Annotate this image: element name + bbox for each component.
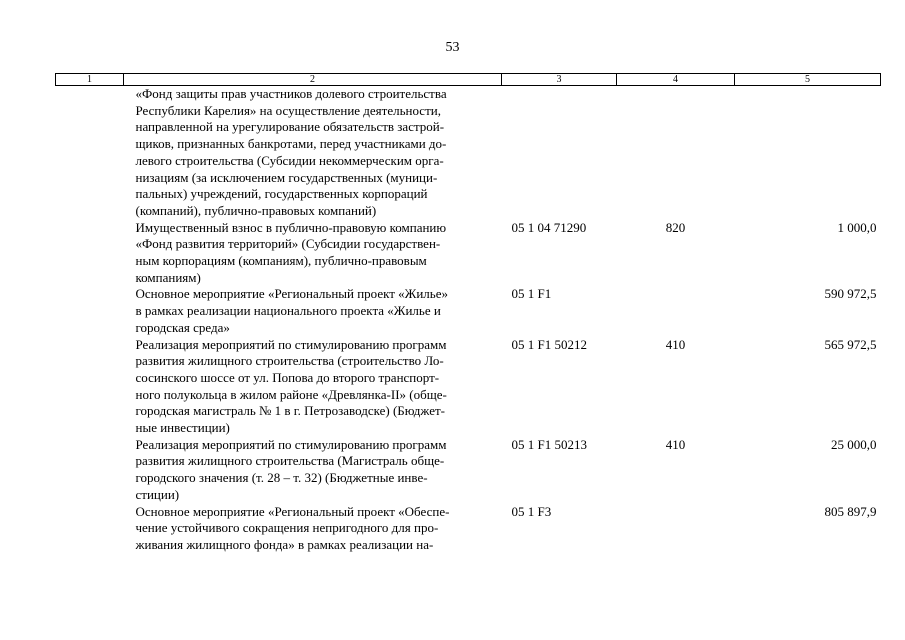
description-line: городского значения (т. 28 – т. 32) (Бюджетные инве-: [135, 470, 428, 486]
row-expense-type: [617, 86, 735, 220]
description-line: ного полукольца в жилом районе «Древлянка-II» (обще-: [135, 386, 447, 402]
row-number-cell: [56, 337, 124, 437]
column-header-2: 2: [124, 74, 502, 86]
row-target-code: 05 1 F1 50212: [511, 336, 587, 352]
column-header-5: 5: [735, 74, 881, 86]
row-amount: 590 972,5: [824, 286, 877, 302]
description-line: в рамках реализации национального проекта «Жилье и: [135, 303, 441, 319]
description-line: компаниям): [135, 269, 201, 285]
row-amount: 805 897,9: [824, 503, 877, 519]
description-line: развития жилищного строительства (строительство Ло-: [135, 353, 444, 369]
row-target-code: 05 1 F3: [511, 503, 552, 519]
description-line: пальных) учреждений, государственных корпораций: [135, 186, 428, 202]
row-description: [124, 437, 502, 504]
description-line: Реализация мероприятий по стимулированию программ: [135, 336, 447, 352]
column-header-4: 4: [617, 74, 735, 86]
row-target-code: [502, 86, 617, 220]
row-expense-type: [617, 504, 735, 554]
description-line: ным корпорациям (компаниям), публично-правовым: [135, 253, 427, 269]
column-header-row: [56, 74, 881, 86]
row-number-cell: [56, 504, 124, 554]
table-row: [56, 286, 881, 336]
budget-table: [55, 73, 881, 554]
row-description: [124, 337, 502, 437]
row-description: [124, 504, 502, 554]
row-description: [124, 220, 502, 287]
row-expense-type: [617, 286, 735, 336]
row-target-code: 05 1 F1: [511, 286, 552, 302]
row-description: [124, 86, 502, 220]
description-line: Республики Карелия» на осуществление деятельности,: [135, 102, 441, 118]
description-line: щиков, признанных банкротами, перед участниками до-: [135, 136, 447, 152]
column-header-1: 1: [56, 74, 124, 86]
row-amount: 565 972,5: [824, 336, 877, 352]
description-line: Имущественный взнос в публично-правовую компанию: [135, 219, 447, 235]
description-line: Основное мероприятие «Региональный проект «Жилье»: [135, 286, 448, 302]
row-description: [124, 286, 502, 336]
description-line: низациям (за исключением государственных (муници-: [135, 169, 438, 185]
table-row: [56, 86, 881, 220]
row-number-cell: [56, 286, 124, 336]
table-row: [56, 437, 881, 504]
row-number-cell: [56, 220, 124, 287]
column-header-3: 3: [502, 74, 617, 86]
table-row: [56, 220, 881, 287]
description-line: левого строительства (Субсидии некоммерческим орга-: [135, 152, 444, 168]
row-amount: 1 000,0: [837, 219, 877, 235]
description-line: (компаний), публично-правовых компаний): [135, 202, 377, 218]
description-line: стиции): [135, 486, 180, 502]
description-line: Основное мероприятие «Региональный проект «Обеспе-: [135, 503, 450, 519]
row-number-cell: [56, 86, 124, 220]
row-amount: [735, 86, 881, 220]
table-row: [56, 504, 881, 554]
description-line: городская среда»: [135, 319, 230, 335]
row-number-cell: [56, 437, 124, 504]
table-row: [56, 337, 881, 437]
row-amount: 25 000,0: [831, 436, 877, 452]
page-number: 53: [445, 40, 460, 55]
description-line: чение устойчивого сокращения непригодного для про-: [135, 520, 439, 536]
row-expense-type: 410: [665, 336, 686, 352]
description-line: Реализация мероприятий по стимулированию программ: [135, 436, 447, 452]
description-line: городская магистраль № 1 в г. Петрозаводске) (Бюджет-: [135, 403, 446, 419]
description-line: «Фонд защиты прав участников долевого строительства: [135, 86, 447, 101]
row-target-code: 05 1 04 71290: [511, 219, 587, 235]
row-target-code: 05 1 F1 50213: [511, 436, 587, 452]
description-line: живания жилищного фонда» в рамках реализации на-: [135, 536, 434, 552]
description-line: ные инвестиции): [135, 420, 230, 436]
description-line: сосинского шоссе от ул. Попова до второго транспорт-: [135, 369, 440, 385]
row-expense-type: 410: [665, 436, 686, 452]
row-expense-type: 820: [665, 219, 686, 235]
description-line: направленной на урегулирование обязательств застрой-: [135, 119, 445, 135]
description-line: развития жилищного строительства (Магистраль обще-: [135, 453, 445, 469]
description-line: «Фонд развития территорий» (Субсидии государствен-: [135, 236, 441, 252]
